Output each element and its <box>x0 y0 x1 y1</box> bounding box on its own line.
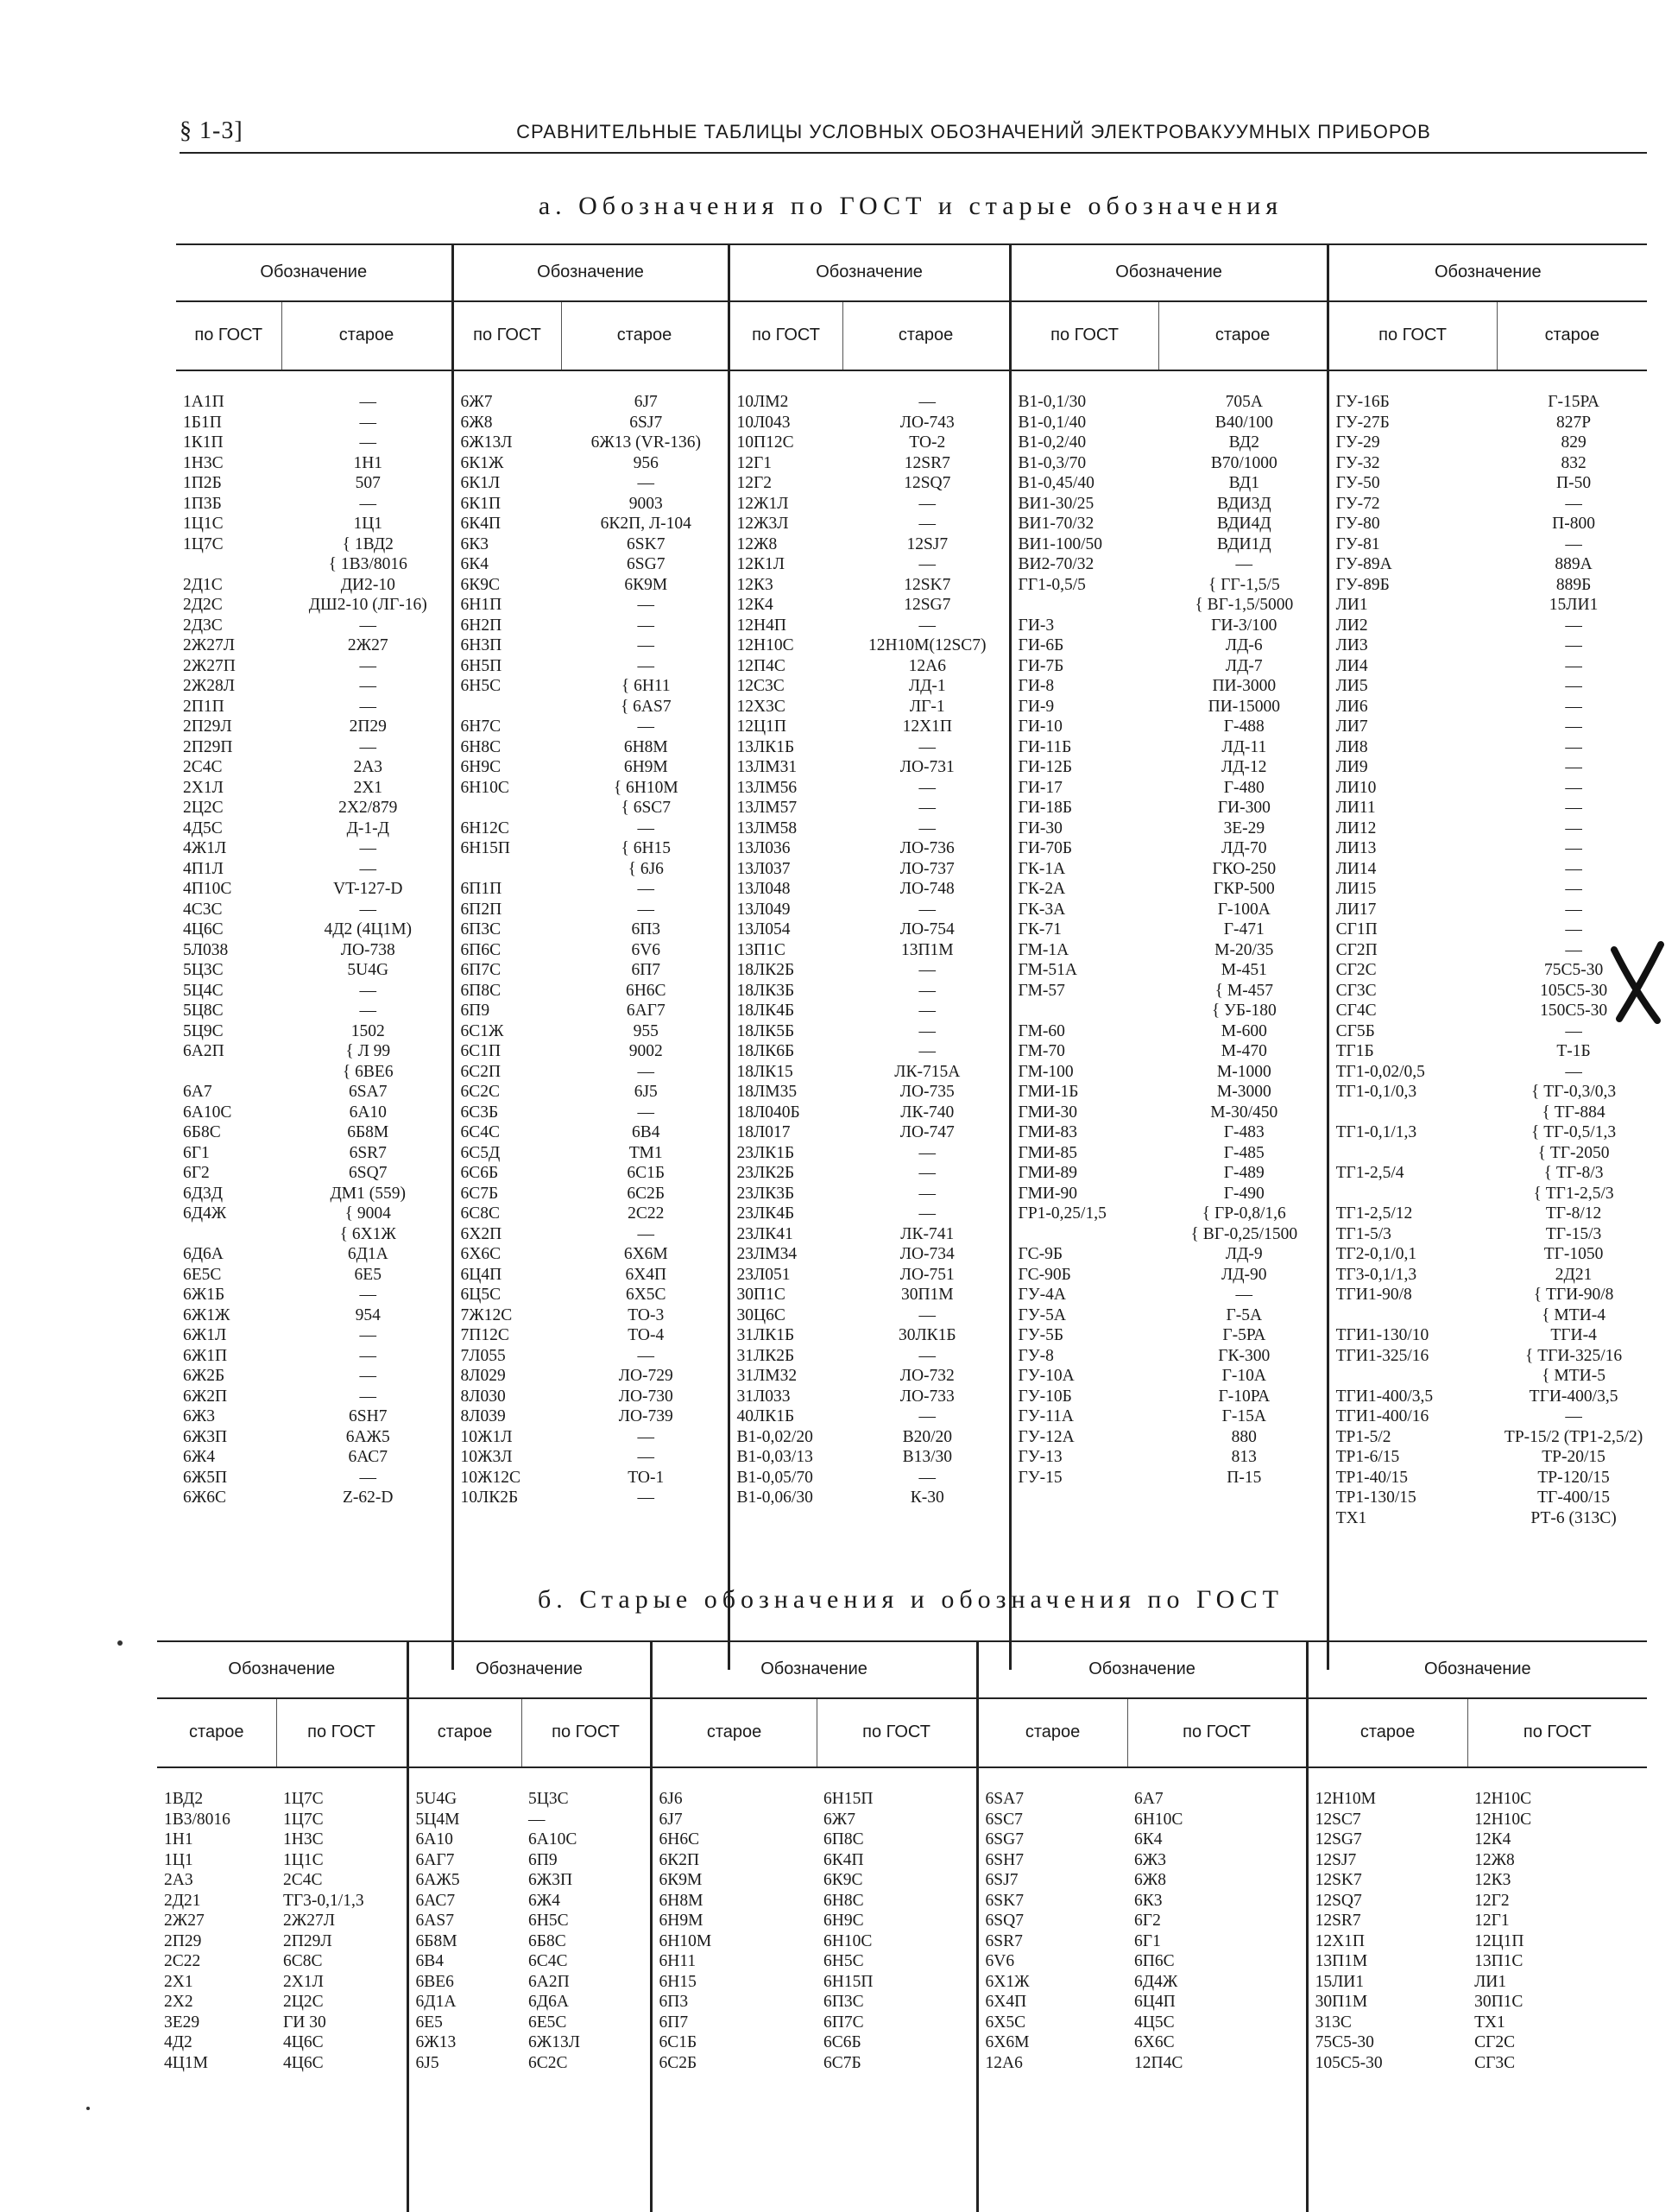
column-header-gost: по ГОСТ <box>1010 301 1158 370</box>
old-column: — ЛО-743 ТО-2 12SR7 12SQ7 — — 12SJ7 — 12SK7 12SG7 — 12Н10М(12SC7) 12А6 ЛД-1 ЛГ-1 12Х1П — ЛО-731 — — — ЛО-736 ЛО-737 ЛО-748 — ЛО-754 13П1М — — — — — ЛК-715А ЛО-735 ЛК-740 ЛО-747 — — — — ЛК-741 ЛО-734 ЛО-751 30П1М — 30ЛК1Б — ЛО-732 ЛО-733 — В20/20 В13/30 — К-30 <box>868 393 987 1507</box>
column-header-old: старое <box>407 1698 521 1767</box>
section-number: § 1-3] <box>180 117 243 144</box>
old-column: — — — 1Н1 507 — 1Ц1 { 1ВД2 { 1В3/8016 ДИ2-10 ДШ2-10 (ЛГ-16) — 2Ж27 — — — 2П29 — 2А3 2Х1 2Х2/879 Д-1-Д — — VT-127-D — 4Д2 (4Ц1М) ЛО-738 5U4G — — 1502 { Л 99 { 6ВЕ6 6SA7 6А10 6Б8М 6SR7 6SQ7 ДМ1 (559) { 9004 { 6Х1Ж 6Д1А 6Е5 — 954 — — — — 6SH7 6АЖ5 6АС7 — Z-62-D <box>308 393 427 1507</box>
old-column: 12Н10М 12SC7 12SG7 12SJ7 12SK7 12SQ7 12SR7 12Х1П 13П1М 15ЛИ1 30П1М 313С 75С5-30 105С5-30 <box>1307 1767 1467 2212</box>
gost-column: 12Н10С 12Н10С 12К4 12Ж8 12К3 12Г2 12Г1 12Ц1П 13П1С ЛИ1 30П1С ТХ1 СГ2С СГ3С <box>1474 1790 1532 2072</box>
column-header-gost: по ГОСТ <box>1467 1698 1647 1767</box>
column-header-gost: по ГОСТ <box>1328 301 1497 370</box>
column-header-gost: по ГОСТ <box>729 301 842 370</box>
gost-column: 1А1П 1Б1П 1К1П 1Н3С 1П2Б 1П3Б 1Ц1С 1Ц7С 2Д1С 2Д2С 2Д3С 2Ж27Л 2Ж27П 2Ж28Л 2П1П 2П29Л 2П29П 2С4С 2Х1Л 2Ц2С 4Д5С 4Ж1Л 4П1Л 4П10С 4С3С 4Ц6С 5Л038 5Ц3С 5Ц4С 5Ц8С 5Ц9С 6А2П 6А7 6А10С 6Б8С 6Г1 6Г2 6Д3Д 6Д4Ж 6Д6А 6Е5С 6Ж1Б 6Ж1Ж 6Ж1Л 6Ж1П 6Ж2Б 6Ж2П 6Ж3 6Ж3П 6Ж4 6Ж5П 6Ж6С <box>183 393 236 1507</box>
old-column: 1ВД2 1В3/8016 1Н1 1Ц1 2А3 2Д21 2Ж27 2П29 2С22 2Х1 2Х2 3Е29 4Д2 4Ц1М <box>164 1790 230 2072</box>
group-header: Обозначение <box>1328 244 1647 301</box>
group-header: Обозначение <box>729 244 1010 301</box>
old-column: 705А В40/100 ВД2 В70/1000 ВД1 ВДИ3Д ВДИ4Д ВДИ1Д — { ГГ-1,5/5 { ВГ-1,5/5000 ГИ-3/100 ЛД-6 ЛД-7 ПИ-3000 ПИ-15000 Г-488 ЛД-11 ЛД-12 Г-480 ГИ-300 3Е-29 ЛД-70 ГКО-250 ГКР-500 Г-100А Г-471 М-20/35 М-451 { М-457 { УБ-180 М-600 М-470 М-1000 М-3000 М-30/450 Г-483 Г-485 Г-489 Г-490 { ГР-0,8/1,6 { ВГ-0,25/1500 ЛД-9 ЛД-90 — Г-5А Г-5РА ГК-300 Г-10А Г-10РА Г-15А 880 813 П-15 <box>1190 393 1298 1487</box>
group-header: Обозначение <box>176 244 452 301</box>
gost-column: 10ЛМ2 10Л043 10П12С 12Г1 12Г2 12Ж1Л 12Ж3Л 12Ж8 12К1Л 12К3 12К4 12Н4П 12Н10С 12П4С 12С3С 12Х3С 12Ц1П 13ЛК1Б 13ЛМ31 13ЛМ56 13ЛМ57 13ЛМ58 13Л036 13Л037 13Л048 13Л049 13Л054 13П1С 18ЛК2Б 18ЛК3Б 18ЛК4Б 18ЛК5Б 18ЛК6Б 18ЛК15 18ЛМ35 18Л040Б 18Л017 23ЛК1Б 23ЛК2Б 23ЛК3Б 23ЛК4Б 23ЛК41 23ЛМ34 23Л051 30П1С 30Ц6С 31ЛК1Б 31ЛК2Б 31ЛМ32 31Л033 40ЛК1Б В1-0,02/20 В1-0,03/13 В1-0,05/70 В1-0,06/30 <box>729 370 842 1670</box>
table-old-to-gost <box>157 1640 1647 2212</box>
group-header: Обозначение <box>651 1641 977 1698</box>
gost-column: 5Ц3С — 6А10С 6П9 6Ж3П 6Ж4 6Н5С 6Б8С 6С4С 6А2П 6Д6А 6Е5С 6Ж13Л 6С2С <box>528 1790 580 2072</box>
print-speck <box>86 2107 90 2110</box>
column-header-old: старое <box>1307 1698 1467 1767</box>
table-row <box>176 370 1647 1670</box>
print-speck <box>117 1640 123 1646</box>
column-header-old: старое <box>651 1698 817 1767</box>
column-header-old: старое <box>1497 301 1647 370</box>
old-column: 6J6 6J7 6Н6С 6К2П 6К9М 6Н8М 6Н9М 6Н10М 6Н11 6Н15 6П3 6П7 6С1Б 6С2Б <box>651 1767 817 2212</box>
header-rule <box>180 152 1647 154</box>
column-header-gost: по ГОСТ <box>817 1698 977 1767</box>
column-header-old: старое <box>157 1698 276 1767</box>
gost-column: 1Ц7С 1Ц7С 1Н3С 1Ц1С 2С4С ТГ3-0,1/1,3 2Ж27Л 2П29Л 6С8С 2Х1Л 2Ц2С ГИ 30 4Ц6С 4Ц6С <box>283 1790 364 2072</box>
column-header-gost: по ГОСТ <box>1127 1698 1307 1767</box>
old-column: 5U4G 5Ц4М 6А10 6АГ7 6АЖ5 6АС7 6AS7 6Б8М 6В4 6ВЕ6 6Д1А 6Е5 6Ж13 6J5 <box>407 1767 521 2212</box>
gost-column: 6Н15П 6Ж7 6П8С 6К4П 6К9С 6Н8С 6Н9С 6Н10С 6Н5С 6Н15П 6П3С 6П7С 6С6Б 6С7Б <box>823 1790 874 2072</box>
gost-column: В1-0,1/30 В1-0,1/40 В1-0,2/40 В1-0,3/70 В1-0,45/40 ВИ1-30/25 ВИ1-70/32 ВИ1-100/50 ВИ2-70/32 ГГ1-0,5/5 ГИ-3 ГИ-6Б ГИ-7Б ГИ-8 ГИ-9 ГИ-10 ГИ-11Б ГИ-12Б ГИ-17 ГИ-18Б ГИ-30 ГИ-70Б ГК-1А ГК-2А ГК-3А ГК-71 ГМ-1А ГМ-51А ГМ-57 ГМ-60 ГМ-70 ГМ-100 ГМИ-1Б ГМИ-30 ГМИ-83 ГМИ-85 ГМИ-89 ГМИ-90 ГР1-0,25/1,5 ГС-9Б ГС-90Б ГУ-4А ГУ-5А ГУ-5Б ГУ-8 ГУ-10А ГУ-10Б ГУ-11А ГУ-12А ГУ-13 ГУ-15 <box>1010 370 1158 1670</box>
handwritten-x-mark <box>1607 939 1668 1026</box>
group-header: Обозначение <box>1010 244 1328 301</box>
old-column: 6J7 6SJ7 6Ж13 (VR-136) 956 — 9003 6К2П, Л-104 6SK7 6SG7 6К9М — — — — { 6Н11 { 6AS7 — 6Н8М 6Н9М { 6Н10М { 6SC7 — { 6Н15 { 6J6 — — 6П3 6V6 6П7 6Н6С 6АГ7 955 9002 — 6J5 — 6В4 ТМ1 6С1Б 6С2Б 2С22 — 6Х6М 6Х4П 6Х5С ТО-3 ТО-4 — ЛО-729 ЛО-730 ЛО-739 — — ТО-1 — <box>590 393 701 1507</box>
column-header-gost: по ГОСТ <box>452 301 561 370</box>
column-header-old: старое <box>842 301 1010 370</box>
column-header-old: старое <box>977 1698 1127 1767</box>
column-header-old: старое <box>1158 301 1328 370</box>
group-header: Обозначение <box>977 1641 1307 1698</box>
column-header-old: старое <box>561 301 729 370</box>
gost-column: 6А7 6Н10С 6К4 6Ж3 6Ж8 6К3 6Г2 6Г1 6П6С 6Д4Ж 6Ц4П 4Ц5С 6Х6С 12П4С <box>1134 1790 1183 2072</box>
table-gost-to-old <box>176 243 1647 1670</box>
column-header-gost: по ГОСТ <box>176 301 281 370</box>
gost-column: 6Ж7 6Ж8 6Ж13Л 6К1Ж 6К1Л 6К1П 6К4П 6К3 6К4 6К9С 6Н1П 6Н2П 6Н3П 6Н5П 6Н5С 6Н7С 6Н8С 6Н9С 6Н10С 6Н12С 6Н15П 6П1П 6П2П 6П3С 6П6С 6П7С 6П8С 6П9 6С1Ж 6С1П 6С2П 6С2С 6С3Б 6С4С 6С5Д 6С6Б 6С7Б 6С8С 6Х2П 6Х6С 6Ц4П 6Ц5С 7Ж12С 7П12С 7Л055 8Л029 8Л030 8Л039 10Ж1Л 10Ж3Л 10Ж12С 10ЛК2Б <box>452 370 561 1670</box>
group-header: Обозначение <box>452 244 729 301</box>
column-header-gost: по ГОСТ <box>521 1698 651 1767</box>
old-column: Г-15РА 827Р 829 832 П-50 — П-800 — 889А 889Б 15ЛИ1 — — — — — — — — — — — — — — — — — 75С5-30 105С5-30 150С5-30 — Т-1Б — { ТГ-0,3/0,3 { ТГ-884 { ТГ-0,5/1,3 { ТГ-2050 { ТГ-8/3 { ТГ1-2,5/3 ТГ-8/12 ТГ-15/3 ТГ-1050 2Д21 { ТГИ-90/8 { МТИ-4 ТГИ-4 { ТГИ-325/16 { МТИ-5 ТГИ-400/3,5 — ТР-15/2 (ТР1-2,5/2) ТР-20/15 ТР-120/15 ТГ-400/15 РТ-6 (313С) <box>1504 393 1643 1527</box>
group-header: Обозначение <box>157 1641 407 1698</box>
table-row <box>157 1767 1647 2212</box>
gost-column: ГУ-16Б ГУ-27Б ГУ-29 ГУ-32 ГУ-50 ГУ-72 ГУ-80 ГУ-81 ГУ-89А ГУ-89Б ЛИ1 ЛИ2 ЛИ3 ЛИ4 ЛИ5 ЛИ6 ЛИ7 ЛИ8 ЛИ9 ЛИ10 ЛИ11 ЛИ12 ЛИ13 ЛИ14 ЛИ15 ЛИ17 СГ1П СГ2П СГ2С СГ3С СГ4С СГ5Б ТГ1Б ТГ1-0,02/0,5 ТГ1-0,1/0,3 ТГ1-0,1/1,3 ТГ1-2,5/4 ТГ1-2,5/12 ТГ1-5/3 ТГ2-0,1/0,1 ТГ3-0,1/1,3 ТГИ1-90/8 ТГИ1-130/10 ТГИ1-325/16 ТГИ1-400/3,5 ТГИ1-400/16 ТР1-5/2 ТР1-6/15 ТР1-40/15 ТР1-130/15 ТХ1 <box>1328 370 1497 1670</box>
table-a-caption: а. Обозначения по ГОСТ и старые обозначения <box>538 192 1284 220</box>
column-header-gost: по ГОСТ <box>276 1698 407 1767</box>
running-header <box>180 117 1647 145</box>
page-title: СРАВНИТЕЛЬНЫЕ ТАБЛИЦЫ УСЛОВНЫХ ОБОЗНАЧЕНИЙ ЭЛЕКТРОВАКУУМНЫХ ПРИБОРОВ <box>516 121 1431 142</box>
group-header: Обозначение <box>407 1641 651 1698</box>
group-header: Обозначение <box>1307 1641 1647 1698</box>
table-b-caption: б. Старые обозначения и обозначения по ГОСТ <box>538 1585 1284 1614</box>
old-column: 6SA7 6SC7 6SG7 6SH7 6SJ7 6SK7 6SQ7 6SR7 6V6 6Х1Ж 6Х4П 6Х5С 6Х6М 12А6 <box>977 1767 1127 2212</box>
column-header-old: старое <box>281 301 452 370</box>
